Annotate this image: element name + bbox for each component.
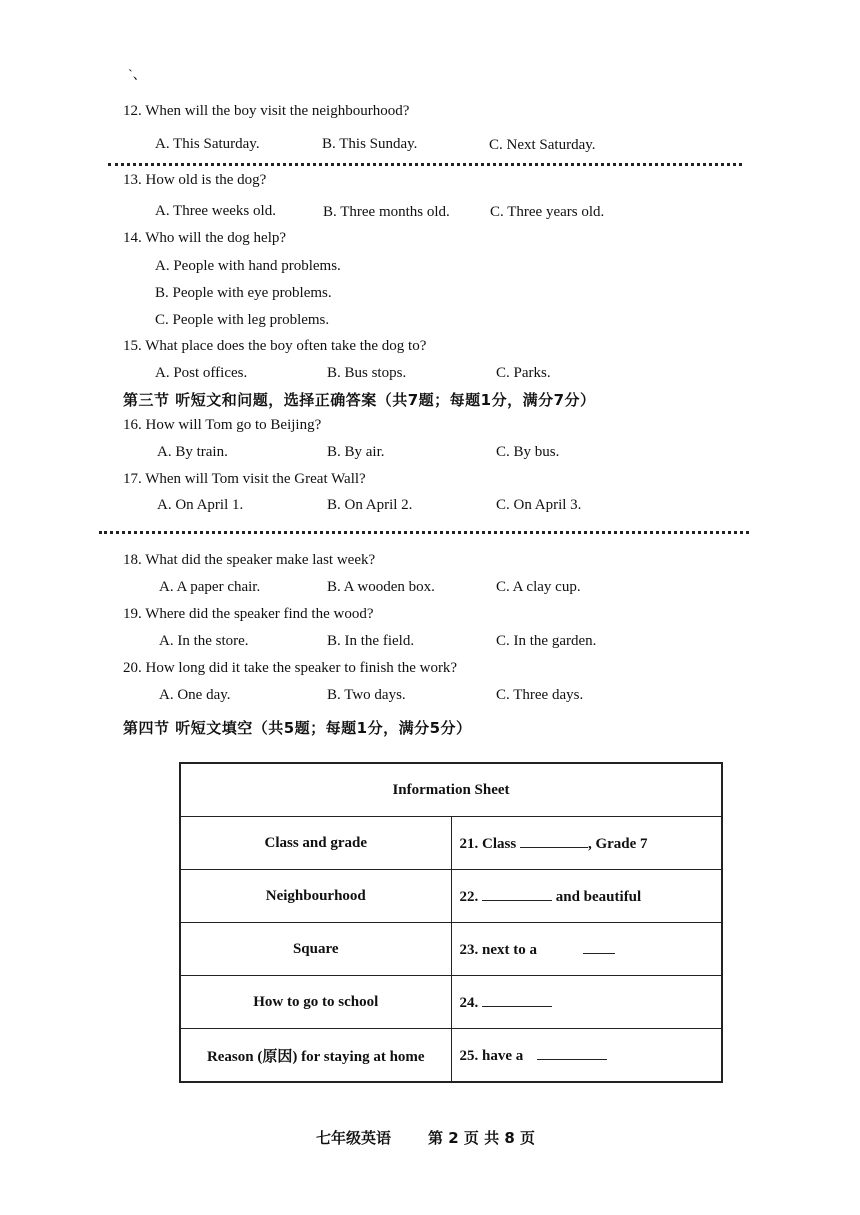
value-prefix: 24. [459, 995, 479, 1011]
row-value [451, 976, 722, 1029]
table-row [180, 870, 722, 923]
q18-option-b: B. A wooden box. [327, 579, 435, 595]
question-16: 16. How will Tom go to Beijing? [123, 417, 322, 433]
answer-blank-23[interactable] [583, 939, 615, 954]
q16-option-b: B. By air. [327, 444, 385, 460]
information-sheet-table [179, 762, 723, 1083]
value-prefix: 25. have a [459, 1048, 524, 1064]
question-19: 19. Where did the speaker find the wood? [123, 606, 374, 622]
section-3-heading: 第三节 听短文和问题，选择正确答案（共7题；每题1分，满分7分） [123, 391, 596, 409]
table-row [180, 1029, 722, 1083]
row-label: Neighbourhood [180, 870, 451, 923]
q18-option-c: C. A clay cup. [496, 579, 581, 595]
q13-option-b: B. Three months old. [323, 204, 450, 220]
question-14: 14. Who will the dog help? [123, 230, 287, 246]
footer-subject: 七年级英语 [316, 1129, 392, 1147]
table-row [180, 976, 722, 1029]
q15-option-a: A. Post offices. [155, 365, 248, 381]
q17-option-c: C. On April 3. [496, 497, 582, 513]
row-label: Reason (原因) for staying at home [180, 1029, 451, 1083]
question-13: 13. How old is the dog? [123, 172, 267, 188]
row-value [451, 1029, 722, 1083]
row-label: Square [180, 923, 451, 976]
q12-option-c: C. Next Saturday. [489, 137, 596, 153]
table-row [180, 923, 722, 976]
row-label: Class and grade [180, 817, 451, 870]
q20-option-b: B. Two days. [327, 687, 406, 703]
table-title: Information Sheet [180, 763, 722, 817]
row-value [451, 870, 722, 923]
row-label: How to go to school [180, 976, 451, 1029]
question-17: 17. When will Tom visit the Great Wall? [123, 471, 366, 487]
value-prefix: 22. [459, 889, 479, 905]
q13-option-c: C. Three years old. [490, 204, 605, 220]
row-value [451, 923, 722, 976]
question-20: 20. How long did it take the speaker to finish the work? [123, 660, 458, 676]
q20-option-c: C. Three days. [496, 687, 584, 703]
q12-option-b: B. This Sunday. [322, 136, 418, 152]
dotted-divider-bottom [99, 531, 749, 534]
answer-blank-21[interactable] [520, 833, 588, 848]
q16-option-a: A. By train. [157, 444, 228, 460]
q14-option-b: B. People with eye problems. [155, 285, 332, 301]
dotted-divider-top [108, 163, 742, 166]
answer-blank-25[interactable] [537, 1045, 607, 1060]
q18-option-a: A. A paper chair. [159, 579, 261, 595]
value-prefix: 23. next to a [459, 942, 537, 958]
question-15: 15. What place does the boy often take the dog to? [123, 338, 427, 354]
q19-option-b: B. In the field. [327, 633, 415, 649]
q16-option-c: C. By bus. [496, 444, 560, 460]
table-row [180, 817, 722, 870]
value-suffix: and beautiful [555, 889, 642, 905]
q12-option-a: A. This Saturday. [155, 136, 260, 152]
q19-option-a: A. In the store. [159, 633, 249, 649]
q15-option-b: B. Bus stops. [327, 365, 407, 381]
q13-option-a: A. Three weeks old. [155, 203, 276, 219]
value-suffix: , Grade 7 [587, 836, 648, 852]
q15-option-c: C. Parks. [496, 365, 551, 381]
row-value [451, 817, 722, 870]
section-4-heading: 第四节 听短文填空（共5题；每题1分，满分5分） [123, 719, 472, 737]
q14-option-a: A. People with hand problems. [155, 258, 341, 274]
q17-option-b: B. On April 2. [327, 497, 413, 513]
q19-option-c: C. In the garden. [496, 633, 597, 649]
question-18: 18. What did the speaker make last week? [123, 552, 376, 568]
question-12: 12. When will the boy visit the neighbourhood? [123, 103, 410, 119]
q20-option-a: A. One day. [159, 687, 231, 703]
q14-option-c: C. People with leg problems. [155, 312, 330, 328]
top-mark: `、 [128, 68, 147, 83]
value-prefix: 21. Class [459, 836, 517, 852]
answer-blank-22[interactable] [482, 886, 552, 901]
answer-blank-24[interactable] [482, 992, 552, 1007]
footer-page-number: 第 2 页 共 8 页 [428, 1129, 535, 1147]
q17-option-a: A. On April 1. [157, 497, 244, 513]
